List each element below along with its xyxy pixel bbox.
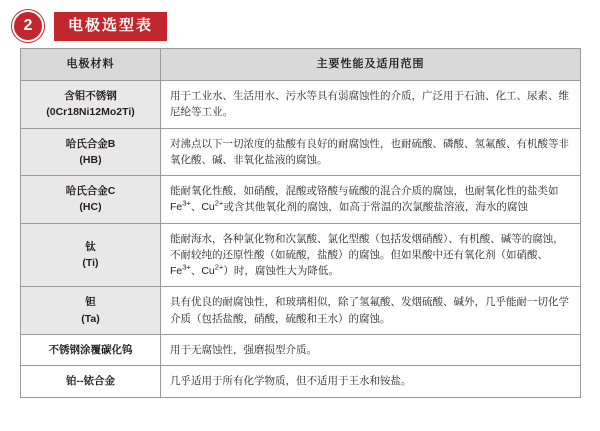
cell-material [21, 81, 161, 129]
material-code: (HC) [79, 201, 102, 214]
cell-description: 能耐氧化性酸，如硝酸，混酸或铬酸与硫酸的混合介质的腐蚀，也耐氧化性的盐类如$Fe^{3+}$、$Cu^{2+}$或含其他氧化剂的腐蚀，如高于常温的次氯酸盐溶液，海水的腐蚀 [161, 176, 581, 224]
material-name: 哈氏合金C [65, 185, 116, 198]
cell-description: 对沸点以下一切浓度的盐酸有良好的耐腐蚀性，也耐硫酸、磷酸、氢氟酸、有机酸等非氧化酸、碱、非氧化盐液的腐蚀。 [161, 128, 581, 176]
material-code: (0Cr18Ni12Mo2Ti) [46, 106, 135, 119]
material-name: 不锈钢涂覆碳化钨 [48, 343, 133, 356]
material-name: 钛 [85, 240, 96, 253]
table-row [21, 366, 581, 397]
cell-material [21, 287, 161, 335]
section-number-badge: 2 [12, 10, 44, 42]
cell-description: 能耐海水，各种氯化物和次氯酸、氯化型酸（包括发烟硝酸）、有机酸、碱等的腐蚀，不耐较纯的还原性酸（如硫酸，盐酸）的腐蚀。但如果酸中还有氧化剂（如硝酸、$Fe^{3+}$、$Cu^{2+}$）时，腐蚀性大为降低。 [161, 223, 581, 287]
page-title: 电极选型表 [54, 12, 167, 41]
column-header-material: 电极材料 [21, 49, 161, 81]
electrode-selection-table [20, 48, 581, 398]
material-code: (Ti) [82, 257, 99, 270]
material-name: 钽 [85, 296, 96, 309]
table-row [21, 287, 581, 335]
table-row [21, 81, 581, 129]
cell-description: 几乎适用于所有化学物质，但不适用于王水和铵盐。 [161, 366, 581, 397]
table-row [21, 128, 581, 176]
cell-material [21, 366, 161, 397]
material-code: (HB) [79, 153, 102, 166]
table-row [21, 223, 581, 287]
column-header-description: 主要性能及适用范围 [161, 49, 581, 81]
table-row [21, 334, 581, 365]
material-name: 哈氏合金B [65, 137, 116, 150]
material-name: 铂--铱合金 [66, 375, 115, 388]
table-header-row [21, 49, 581, 81]
cell-material [21, 128, 161, 176]
cell-material [21, 176, 161, 224]
material-code: (Ta) [81, 312, 100, 325]
cell-material [21, 223, 161, 287]
table-body [21, 81, 581, 397]
cell-description: 用于工业水、生活用水、污水等具有弱腐蚀性的介质，广泛用于石油、化工、尿素、维尼纶等工业。 [161, 81, 581, 129]
table-container [0, 40, 600, 398]
cell-description: 用于无腐蚀性，强磨损型介质。 [161, 334, 581, 365]
document-header [0, 0, 600, 40]
table-row [21, 176, 581, 224]
material-name: 含钼不锈钢 [64, 90, 117, 103]
cell-material [21, 334, 161, 365]
cell-description: 具有优良的耐腐蚀性，和玻璃相似，除了氢氟酸、发烟硫酸、碱外，几乎能耐一切化学介质（包括盐酸，硝酸，硫酸和王水）的腐蚀。 [161, 287, 581, 335]
